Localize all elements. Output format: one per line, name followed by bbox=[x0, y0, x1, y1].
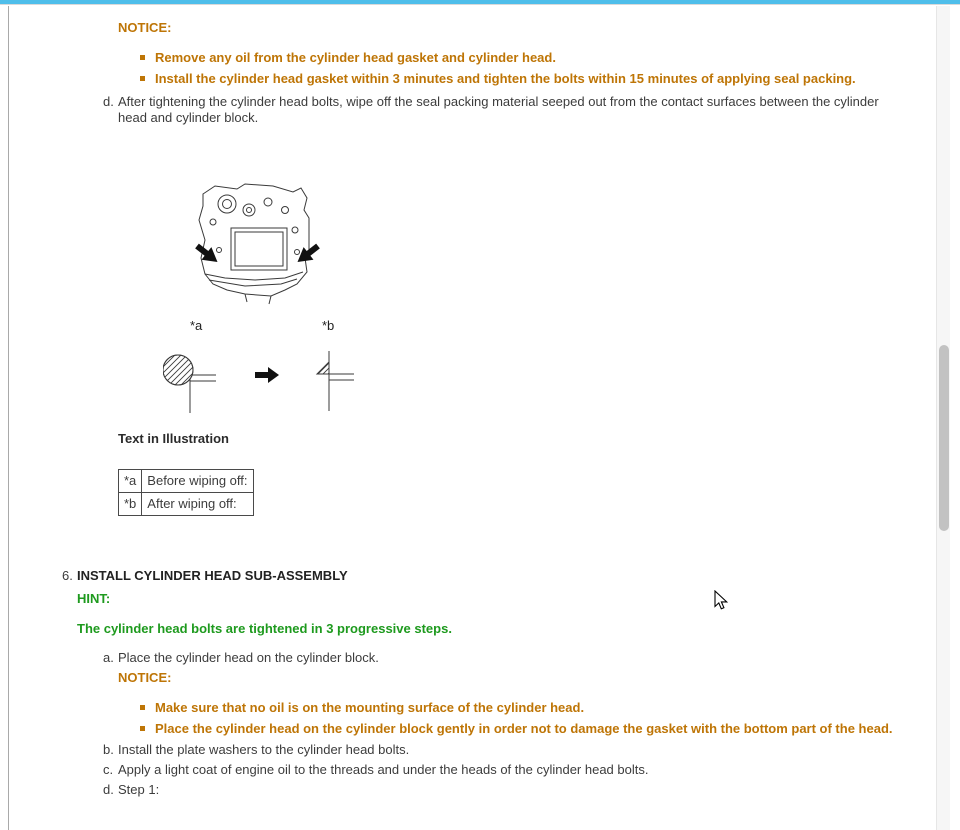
substep-text: Place the cylinder head on the cylinder block. bbox=[118, 650, 379, 665]
document-content bbox=[9, 6, 929, 798]
table-cell-value: After wiping off: bbox=[142, 493, 254, 516]
notice-block bbox=[62, 670, 929, 737]
notice-item-text: Remove any oil from the cylinder head gasket and cylinder head. bbox=[155, 50, 556, 65]
substep-marker: c. bbox=[103, 762, 114, 777]
step-title: INSTALL CYLINDER HEAD SUB-ASSEMBLY bbox=[77, 568, 348, 583]
notice-item-text: Install the cylinder head gasket within 3 minutes and tighten the bolts within 15 minutes of applying seal packing. bbox=[155, 71, 856, 86]
notice-list bbox=[140, 50, 929, 87]
bullet-icon bbox=[140, 76, 145, 81]
vertical-scrollbar[interactable] bbox=[936, 6, 950, 830]
table-row bbox=[119, 493, 254, 516]
substep-row bbox=[103, 650, 929, 666]
mouse-cursor-icon bbox=[714, 590, 728, 610]
transition-arrow-icon bbox=[255, 367, 279, 383]
step-heading bbox=[62, 568, 929, 584]
substep-marker: d. bbox=[103, 94, 114, 109]
before-wiping-diagram bbox=[163, 345, 218, 415]
notice-label: NOTICE: bbox=[118, 670, 172, 685]
hint-text: The cylinder head bolts are tightened in 3 progressive steps. bbox=[77, 621, 452, 636]
notice-block bbox=[62, 20, 929, 87]
seam-pointer-arrow-icon bbox=[192, 240, 323, 269]
engine-block-drawing bbox=[185, 180, 330, 308]
notice-list bbox=[140, 700, 929, 737]
bullet-icon bbox=[140, 726, 145, 731]
engine-illustration bbox=[118, 180, 538, 420]
notice-item bbox=[140, 721, 910, 737]
hint-label: HINT: bbox=[77, 591, 111, 606]
table-cell-value: Before wiping off: bbox=[142, 470, 254, 493]
table-cell-key: *b bbox=[119, 493, 142, 516]
bullet-icon bbox=[140, 55, 145, 60]
substep-marker: b. bbox=[103, 742, 114, 757]
step-number: 6. bbox=[62, 568, 73, 583]
notice-item-text: Make sure that no oil is on the mounting surface of the cylinder head. bbox=[155, 700, 585, 715]
illustration-table-title: Text in Illustration bbox=[118, 431, 229, 446]
table-cell-key: *a bbox=[119, 470, 142, 493]
after-wiping-diagram bbox=[310, 343, 355, 415]
substep-marker: d. bbox=[103, 782, 114, 797]
table-row bbox=[119, 470, 254, 493]
substep-text: After tightening the cylinder head bolts, wipe off the seal packing material seeped out from the contact surfaces between the cylinder head and cylinder block. bbox=[118, 94, 879, 125]
bullet-icon bbox=[140, 705, 145, 710]
substep-row bbox=[103, 742, 929, 758]
substep-row bbox=[103, 94, 929, 126]
substep-text: Apply a light coat of engine oil to the threads and under the heads of the cylinder head bolts. bbox=[118, 762, 649, 777]
notice-item-text: Place the cylinder head on the cylinder block gently in order not to damage the gasket with the bottom part of the head. bbox=[155, 721, 893, 736]
notice-item bbox=[140, 700, 910, 716]
substep-text: Step 1: bbox=[118, 782, 160, 797]
illustration-label-b: *b bbox=[322, 318, 335, 333]
substep-marker: a. bbox=[103, 650, 114, 665]
notice-item bbox=[140, 71, 910, 87]
substep-row bbox=[103, 762, 929, 778]
illustration-label-a: *a bbox=[190, 318, 203, 333]
notice-label: NOTICE: bbox=[118, 20, 172, 35]
notice-item bbox=[140, 50, 910, 66]
scrollbar-thumb[interactable] bbox=[939, 345, 949, 531]
top-accent-bar bbox=[0, 0, 960, 5]
illustration-text-table bbox=[118, 469, 254, 516]
substep-text: Install the plate washers to the cylinder head bolts. bbox=[118, 742, 410, 757]
substep-row bbox=[103, 782, 929, 798]
